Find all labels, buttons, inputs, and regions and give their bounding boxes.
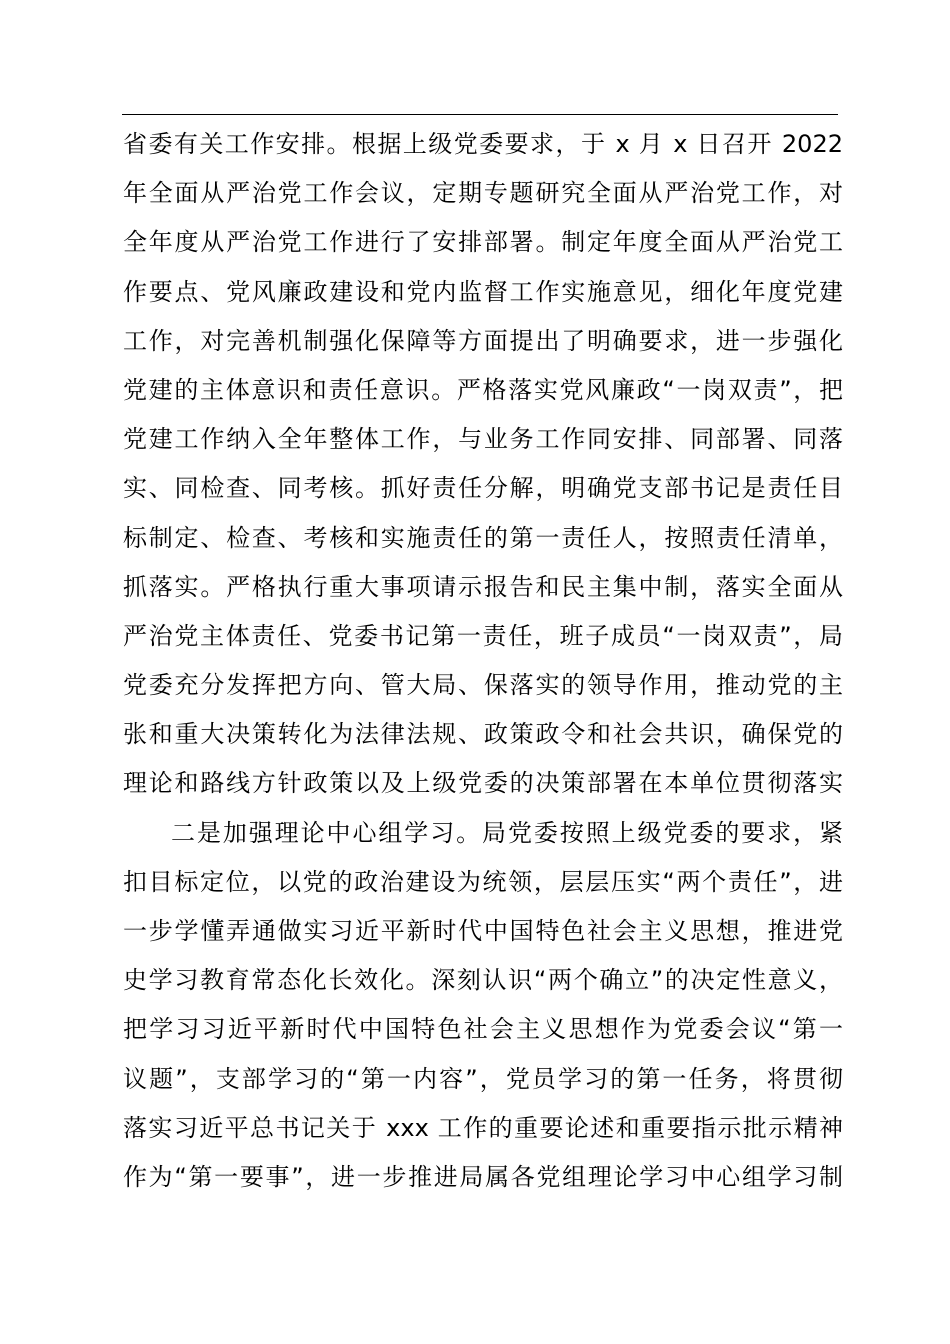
paragraph-line: 落实习近平总书记关于 xxx 工作的重要论述和重要指示批示精神 [123,1113,843,1142]
paragraph-line: 作为“第一要事”，进一步推进局属各党组理论学习中心组学习制 [123,1162,843,1191]
paragraph-line: 二是加强理论中心组学习。局党委按照上级党委的要求，紧 [171,818,843,847]
paragraph-line: 省委有关工作安排。根据上级党委要求，于 x 月 x 日召开 2022 [123,130,843,158]
paragraph-line: 党建工作纳入全年整体工作，与业务工作同安排、同部署、同落 [123,425,843,454]
header-divider [122,114,838,115]
paragraph-line: 作要点、党风廉政建设和党内监督工作实施意见，细化年度党建 [123,277,843,306]
paragraph-line: 标制定、检查、考核和实施责任的第一责任人，按照责任清单， [123,523,843,552]
paragraph-line: 党委充分发挥把方向、管大局、保落实的领导作用，推动党的主 [123,671,843,700]
paragraph-line: 年全面从严治党工作会议，定期专题研究全面从严治党工作，对 [123,179,843,208]
paragraph-line: 扣目标定位，以党的政治建设为统领，层层压实“两个责任”，进 [123,867,843,896]
paragraph-line: 实、同检查、同考核。抓好责任分解，明确党支部书记是责任目 [123,474,843,503]
paragraph-line: 全年度从严治党工作进行了安排部署。制定年度全面从严治党工 [123,228,843,257]
paragraph-line: 议题”，支部学习的“第一内容”，党员学习的第一任务，将贯彻 [123,1064,843,1093]
paragraph-line: 一步学懂弄通做实习近平新时代中国特色社会主义思想，推进党 [123,917,843,945]
paragraph-line: 抓落实。严格执行重大事项请示报告和民主集中制，落实全面从 [123,572,843,601]
paragraph-line: 严治党主体责任、党委书记第一责任，班子成员“一岗双责”，局 [123,621,843,650]
paragraph-line: 把学习习近平新时代中国特色社会主义思想作为党委会议“第一 [123,1015,843,1044]
paragraph-line: 张和重大决策转化为法律法规、政策政令和社会共识，确保党的 [123,720,843,749]
paragraph-line: 史学习教育常态化长效化。深刻认识“两个确立”的决定性意义， [123,966,843,995]
paragraph-line: 工作，对完善机制强化保障等方面提出了明确要求，进一步强化 [123,326,843,355]
body-text [123,120,843,1202]
paragraph-line: 理论和路线方针政策以及上级党委的决策部署在本单位贯彻落实 [123,769,843,798]
paragraph-line: 党建的主体意识和责任意识。严格落实党风廉政“一岗双责”，把 [123,375,843,404]
